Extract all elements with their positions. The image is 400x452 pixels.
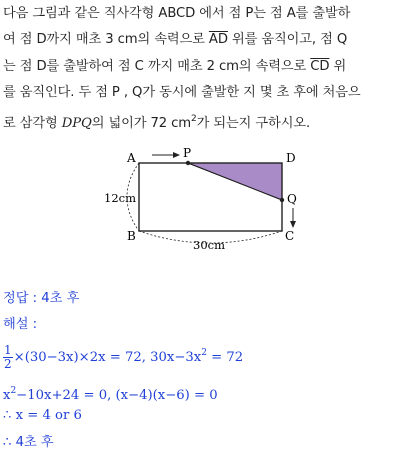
solution-eq-1 — [3, 344, 243, 371]
label-P: P — [183, 146, 192, 160]
eq1-end: = 72 — [206, 350, 244, 365]
problem-line-3-a: 는 점 D를 출발하여 점 C 까지 매초 2 cm의 속력으로 — [3, 58, 311, 74]
solution-eq-3: ∴ x = 4 or 6 — [3, 408, 82, 423]
side-length-label: 12cm — [104, 191, 136, 205]
problem-line-1: 다음 그림과 같은 직사각형 ABCD 에서 점 P는 점 A를 출발하 — [3, 6, 351, 21]
problem-line-5-a: 로 삼각형 — [3, 116, 62, 132]
label-A: A — [127, 151, 136, 165]
problem-line-3 — [3, 54, 397, 80]
problem-line-3-b: 위 — [329, 58, 347, 74]
right-arrow-icon — [152, 152, 180, 158]
triangle-name: DPQ — [61, 116, 92, 132]
eq1-rest: ×(30−3x)×2x = 72, 30x−3x — [13, 350, 202, 365]
problem-line-5-c: 가 되는지 구하시오. — [196, 116, 311, 132]
label-B: B — [127, 229, 136, 243]
label-D: D — [286, 151, 296, 165]
problem-line-5-sup: 2 — [191, 114, 197, 125]
problem-line-4: 를 움직인다. 두 점 P , Q가 동시에 출발한 지 몇 초 후에 처음으 — [3, 84, 361, 100]
solution-conclusion: ∴ 4초 후 — [3, 435, 54, 450]
solution-label: 해설 : — [3, 317, 38, 332]
bottom-length-label: 30cm — [193, 238, 225, 252]
label-C: C — [285, 229, 295, 243]
problem-line-2-b: 위를 움직이고, 점 Q — [227, 32, 348, 48]
eq1-sup: 2 — [201, 348, 207, 358]
answer-block — [3, 286, 397, 338]
problem-line-2 — [3, 27, 397, 53]
down-arrow-icon — [290, 208, 296, 228]
label-Q: Q — [287, 192, 297, 206]
fraction-half: $\frac{1}{2}$ — [4, 343, 12, 371]
problem-line-2-a: 여 점 D까지 매초 3 cm의 속력으로 — [3, 32, 209, 48]
eq2-a: x — [3, 388, 11, 403]
problem-line-5-b: 의 넓이가 72 cm — [91, 116, 192, 132]
point-P — [186, 161, 190, 165]
rectangle-figure — [95, 145, 325, 255]
point-Q — [280, 198, 284, 202]
eq2-b: −10x+24 = 0, (x−4)(x−6) = 0 — [16, 388, 218, 403]
segment-AD: $\overline{AD}$ — [208, 32, 228, 48]
problem-line-5 — [3, 106, 397, 137]
problem-text — [3, 1, 397, 137]
eq2-sup: 2 — [10, 386, 17, 396]
answer-label: 정답 : 4초 후 — [3, 291, 80, 306]
segment-CD: $\overline{CD}$ — [310, 58, 330, 74]
solution-eq-2 — [3, 386, 218, 403]
